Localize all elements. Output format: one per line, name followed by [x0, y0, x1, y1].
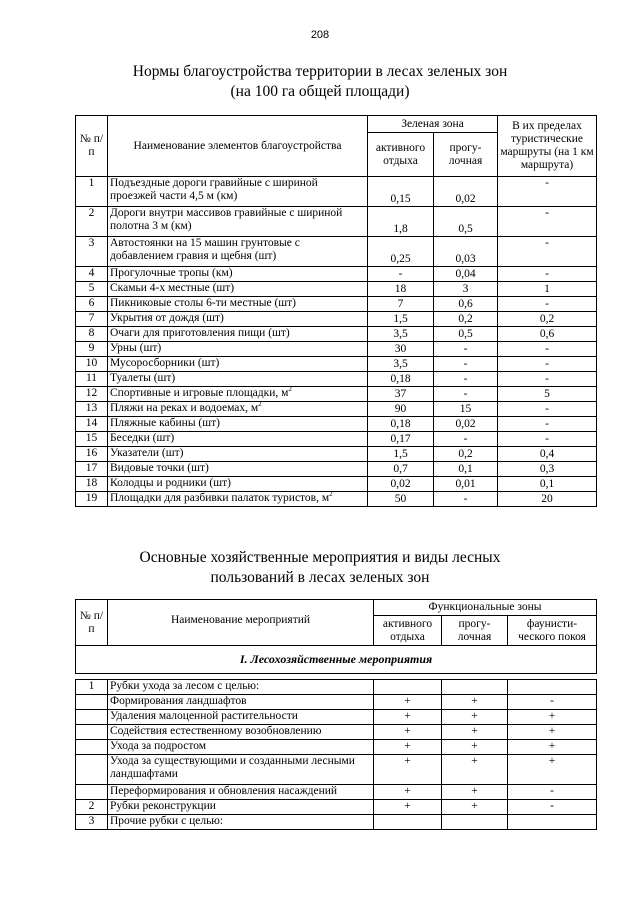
route-value: - — [498, 372, 597, 387]
route-value: 0,3 — [498, 462, 597, 477]
walking-value: 0,5 — [434, 207, 498, 237]
element-name — [108, 447, 368, 462]
walking-value: 3 — [434, 282, 498, 297]
col-header-routes: В их пределах туристические маршруты (на 1 км маршрута) — [498, 116, 597, 177]
table-row — [76, 357, 597, 372]
active-rest-value: 1,5 — [368, 312, 434, 327]
walking-mark: + — [442, 800, 508, 815]
walking-value: 0,03 — [434, 237, 498, 267]
table-row — [76, 312, 597, 327]
row-number: 9 — [76, 342, 108, 357]
faunistic-mark — [508, 815, 597, 830]
route-value: 20 — [498, 492, 597, 507]
measure-name: Прочие рубки с целью: — [108, 815, 374, 830]
row-number: 17 — [76, 462, 108, 477]
measures-table-body — [76, 680, 597, 830]
active-rest-mark: + — [374, 785, 442, 800]
table-row — [76, 815, 597, 830]
active-rest-value: 7 — [368, 297, 434, 312]
walking-value: - — [434, 372, 498, 387]
table-row — [76, 740, 597, 755]
table-row — [76, 755, 597, 785]
row-number: 10 — [76, 357, 108, 372]
table-row — [76, 447, 597, 462]
table-row — [76, 695, 597, 710]
table-row — [76, 282, 597, 297]
active-rest-mark: + — [374, 725, 442, 740]
route-value: - — [498, 417, 597, 432]
route-value: - — [498, 237, 597, 267]
element-name-text: Туалеты (шт) — [110, 372, 176, 384]
walking-value: 0,1 — [434, 462, 498, 477]
measure-name: Рубки ухода за лесом с целью: — [108, 680, 374, 695]
table-row — [76, 387, 597, 402]
active-rest-value: 0,17 — [368, 432, 434, 447]
route-value: - — [498, 357, 597, 372]
active-rest-value: 0,18 — [368, 417, 434, 432]
measure-name: Переформирования и обновления насаждений — [108, 785, 374, 800]
row-number: 1 — [76, 177, 108, 207]
active-rest-value: 0,18 — [368, 372, 434, 387]
table-row — [76, 785, 597, 800]
element-name — [108, 282, 368, 297]
col-header-green-zone: Зеленая зона — [368, 116, 498, 133]
walking-mark: + — [442, 725, 508, 740]
walking-value: 15 — [434, 402, 498, 417]
row-number: 16 — [76, 447, 108, 462]
row-number: 18 — [76, 477, 108, 492]
table-row — [76, 297, 597, 312]
table-row — [76, 207, 597, 237]
element-name — [108, 417, 368, 432]
row-number: 3 — [76, 237, 108, 267]
col-header-num: № п/п — [76, 116, 108, 177]
active-rest-mark: + — [374, 755, 442, 785]
table2-title — [0, 548, 640, 588]
walking-value: - — [434, 342, 498, 357]
col-header-active-rest: активного отдыха — [374, 616, 442, 646]
measure-name: Удаления малоценной растительности — [108, 710, 374, 725]
element-name — [108, 387, 368, 402]
element-name-text: Урны (шт) — [110, 342, 162, 354]
element-name-text: Пляжные кабины (шт) — [110, 417, 220, 429]
element-name-text: Мусоросборники (шт) — [110, 357, 220, 369]
active-rest-value: - — [368, 267, 434, 282]
walking-value: - — [434, 492, 498, 507]
element-name — [108, 357, 368, 372]
route-value: - — [498, 402, 597, 417]
row-number: 6 — [76, 297, 108, 312]
unit-superscript: 2 — [288, 386, 292, 394]
walking-value: - — [434, 432, 498, 447]
element-name-text: Автостоянки на 15 машин грунтовые с добавлением гравия и щебня (шт) — [110, 237, 300, 262]
faunistic-mark: + — [508, 740, 597, 755]
table-row — [76, 800, 597, 815]
table-row — [76, 177, 597, 207]
route-value: 0,4 — [498, 447, 597, 462]
walking-value: 0,04 — [434, 267, 498, 282]
row-number — [76, 740, 108, 755]
measure-name: Ухода за подростом — [108, 740, 374, 755]
table1-title-line1: Нормы благоустройства территории в лесах зеленых зон — [132, 63, 508, 80]
row-number — [76, 725, 108, 740]
row-number: 8 — [76, 327, 108, 342]
col-header-walking: прогу-лочная — [434, 133, 498, 177]
route-value: - — [498, 267, 597, 282]
route-value: - — [498, 207, 597, 237]
table2-title-line2: пользований в лесах зеленых зон — [210, 569, 430, 586]
active-rest-value: 30 — [368, 342, 434, 357]
active-rest-value: 1,5 — [368, 447, 434, 462]
measure-name: Формирования ландшафтов — [108, 695, 374, 710]
faunistic-mark: + — [508, 725, 597, 740]
element-name — [108, 177, 368, 207]
walking-mark — [442, 815, 508, 830]
col-header-name: Наименование мероприятий — [108, 600, 374, 646]
active-rest-value: 50 — [368, 492, 434, 507]
table-row — [76, 267, 597, 282]
active-rest-mark — [374, 815, 442, 830]
route-value: 0,2 — [498, 312, 597, 327]
route-value: 0,1 — [498, 477, 597, 492]
active-rest-value: 0,7 — [368, 462, 434, 477]
table-row — [76, 492, 597, 507]
route-value: 0,6 — [498, 327, 597, 342]
measures-table — [75, 599, 597, 830]
row-number: 1 — [76, 680, 108, 695]
walking-value: - — [434, 357, 498, 372]
table-row — [76, 327, 597, 342]
element-name — [108, 267, 368, 282]
table-row — [76, 462, 597, 477]
walking-value: 0,02 — [434, 417, 498, 432]
table-row — [76, 477, 597, 492]
element-name-text: Дороги внутри массивов гравийные с шириной полотна 3 м (км) — [110, 207, 343, 232]
table-row — [76, 372, 597, 387]
col-header-faunistic: фаунисти-ческого покоя — [508, 616, 597, 646]
element-name — [108, 462, 368, 477]
walking-mark: + — [442, 710, 508, 725]
element-name — [108, 402, 368, 417]
table1-title-line2: (на 100 га общей площади) — [230, 83, 410, 100]
row-number: 4 — [76, 267, 108, 282]
norms-table — [75, 115, 597, 507]
unit-superscript: 2 — [329, 491, 333, 499]
active-rest-value: 1,8 — [368, 207, 434, 237]
section-title: I. Лесохозяйственные мероприятия — [76, 646, 597, 674]
row-number — [76, 695, 108, 710]
active-rest-value: 37 — [368, 387, 434, 402]
element-name — [108, 432, 368, 447]
table-row — [76, 417, 597, 432]
element-name-text: Площадки для разбивки палаток туристов, м — [110, 492, 330, 504]
measure-name: Содействия естественному возобновлению — [108, 725, 374, 740]
walking-mark: + — [442, 695, 508, 710]
row-number — [76, 755, 108, 785]
element-name — [108, 327, 368, 342]
row-number: 13 — [76, 402, 108, 417]
table-row — [76, 432, 597, 447]
active-rest-value: 3,5 — [368, 357, 434, 372]
active-rest-value: 0,25 — [368, 237, 434, 267]
active-rest-value: 0,15 — [368, 177, 434, 207]
active-rest-mark — [374, 680, 442, 695]
row-number — [76, 710, 108, 725]
element-name — [108, 207, 368, 237]
element-name-text: Прогулочные тропы (км) — [110, 267, 233, 279]
walking-value: 0,2 — [434, 312, 498, 327]
col-header-walking: прогу-лочная — [442, 616, 508, 646]
route-value: - — [498, 177, 597, 207]
row-number: 19 — [76, 492, 108, 507]
element-name-text: Колодцы и родники (шт) — [110, 477, 231, 489]
row-number — [76, 785, 108, 800]
page-number: 208 — [310, 29, 330, 41]
faunistic-mark — [508, 680, 597, 695]
table2-title-line1: Основные хозяйственные мероприятия и виды лесных — [139, 549, 501, 566]
element-name-text: Пикниковые столы 6-ти местные (шт) — [110, 297, 296, 309]
faunistic-mark: + — [508, 755, 597, 785]
route-value: - — [498, 297, 597, 312]
walking-value: 0,2 — [434, 447, 498, 462]
walking-value: 0,01 — [434, 477, 498, 492]
table-row — [76, 342, 597, 357]
active-rest-value: 18 — [368, 282, 434, 297]
element-name-text: Указатели (шт) — [110, 447, 184, 459]
norms-table-body — [76, 177, 597, 507]
row-number: 15 — [76, 432, 108, 447]
row-number: 11 — [76, 372, 108, 387]
route-value: 5 — [498, 387, 597, 402]
element-name-text: Беседки (шт) — [110, 432, 175, 444]
element-name — [108, 477, 368, 492]
row-number: 3 — [76, 815, 108, 830]
active-rest-value: 0,02 — [368, 477, 434, 492]
route-value: 1 — [498, 282, 597, 297]
element-name — [108, 297, 368, 312]
route-value: - — [498, 432, 597, 447]
element-name-text: Укрытия от дождя (шт) — [110, 312, 224, 324]
col-header-name: Наименование элементов благоустройства — [108, 116, 368, 177]
faunistic-mark: - — [508, 785, 597, 800]
element-name-text: Спортивные и игровые площадки, м — [110, 387, 289, 399]
faunistic-mark: - — [508, 695, 597, 710]
row-number: 2 — [76, 207, 108, 237]
active-rest-mark: + — [374, 800, 442, 815]
row-number: 7 — [76, 312, 108, 327]
active-rest-mark: + — [374, 710, 442, 725]
active-rest-value: 90 — [368, 402, 434, 417]
walking-value: 0,02 — [434, 177, 498, 207]
row-number: 5 — [76, 282, 108, 297]
table-row — [76, 237, 597, 267]
col-header-active-rest: активного отдыха — [368, 133, 434, 177]
walking-mark: + — [442, 755, 508, 785]
element-name-text: Скамьи 4-х местные (шт) — [110, 282, 235, 294]
table1-title — [0, 62, 640, 102]
walking-mark: + — [442, 740, 508, 755]
table-row — [76, 710, 597, 725]
row-number: 12 — [76, 387, 108, 402]
measure-name: Ухода за существующими и созданными лесными ландшафтами — [108, 755, 374, 785]
measure-name: Рубки реконструкции — [108, 800, 374, 815]
element-name-text: Очаги для приготовления пищи (шт) — [110, 327, 290, 339]
element-name — [108, 342, 368, 357]
table-row — [76, 402, 597, 417]
active-rest-mark: + — [374, 695, 442, 710]
element-name-text: Видовые точки (шт) — [110, 462, 209, 474]
table-row — [76, 725, 597, 740]
element-name — [108, 492, 368, 507]
walking-value: 0,6 — [434, 297, 498, 312]
element-name — [108, 312, 368, 327]
element-name — [108, 372, 368, 387]
unit-superscript: 2 — [258, 401, 262, 409]
route-value: - — [498, 342, 597, 357]
table-row — [76, 680, 597, 695]
row-number: 2 — [76, 800, 108, 815]
walking-value: 0,5 — [434, 327, 498, 342]
row-number: 14 — [76, 417, 108, 432]
col-header-zones: Функциональные зоны — [374, 600, 597, 616]
faunistic-mark: - — [508, 800, 597, 815]
faunistic-mark: + — [508, 710, 597, 725]
element-name-text: Пляжи на реках и водоемах, м — [110, 402, 259, 414]
active-rest-mark: + — [374, 740, 442, 755]
element-name — [108, 237, 368, 267]
element-name-text: Подъездные дороги гравийные с шириной проезжей части 4,5 м (км) — [110, 177, 318, 202]
active-rest-value: 3,5 — [368, 327, 434, 342]
walking-value: - — [434, 387, 498, 402]
walking-mark: + — [442, 785, 508, 800]
walking-mark — [442, 680, 508, 695]
col-header-num: № п/п — [76, 600, 108, 646]
